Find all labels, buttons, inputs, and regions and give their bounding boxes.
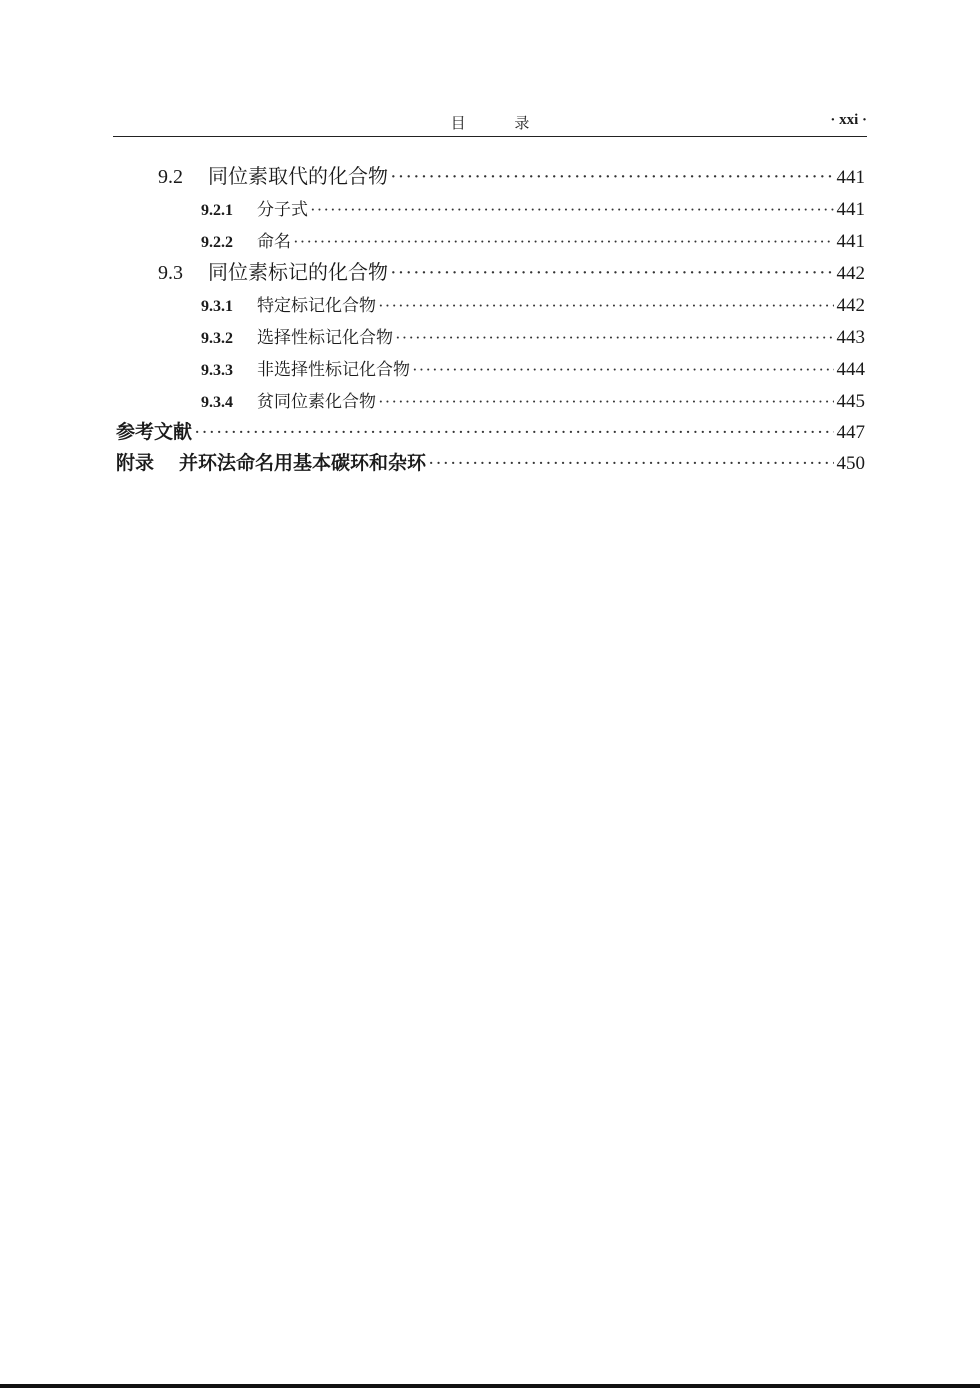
toc-entry-9-3-3[interactable]: [113, 355, 865, 381]
toc-entry-page: 442: [836, 263, 865, 284]
page-number: · xxi ·: [830, 112, 867, 128]
toc-entry-9-3-2[interactable]: [113, 323, 865, 349]
toc-entry-page: 441: [836, 231, 865, 252]
toc-entry-label: 同位素取代的化合物: [208, 164, 388, 188]
running-title: [113, 112, 867, 133]
dot-leader: [378, 296, 834, 316]
toc-entry-label: 参考文献: [116, 421, 193, 443]
dot-leader: [412, 360, 834, 380]
toc-entry-number: 9.3.2: [201, 330, 233, 347]
bottom-border: [0, 1384, 980, 1388]
toc-entry-9-2[interactable]: [113, 160, 865, 189]
toc-entry-label: 非选择性标记化合物: [257, 360, 410, 380]
toc-entry-number: 9.2.1: [201, 202, 233, 219]
toc-entry-page: 441: [836, 167, 865, 188]
toc-entry-number: 9.3.4: [201, 394, 233, 411]
dot-leader: [428, 453, 833, 475]
toc-entry-number: 9.2.2: [201, 234, 233, 251]
toc-entry-label: 同位素标记的化合物: [208, 260, 388, 284]
toc-entry-number: 9.2: [158, 166, 183, 188]
page-header: [113, 106, 867, 137]
toc-entry-number: 附录: [116, 453, 155, 474]
toc-entry-9-3-1[interactable]: [113, 291, 865, 317]
dot-leader: [378, 392, 834, 412]
toc-entry-9-3[interactable]: [113, 256, 865, 285]
toc-entry-number: 9.3: [158, 262, 183, 284]
toc-entry-label: 特定标记化合物: [257, 296, 376, 316]
toc-entry-page: 443: [836, 327, 865, 348]
toc-entry-label: 选择性标记化合物: [257, 328, 393, 348]
toc-entry-references[interactable]: [113, 417, 865, 444]
running-title-char-1: 目: [450, 114, 466, 132]
toc-entry-label: 命名: [257, 232, 291, 252]
toc-entry-page: 447: [836, 422, 865, 443]
toc-entry-9-2-2[interactable]: [113, 227, 865, 253]
toc-entry-page: 441: [836, 199, 865, 220]
toc-entry-label: 并环法命名用基本碳环和杂环: [179, 452, 427, 474]
toc-entry-9-3-4[interactable]: [113, 387, 865, 413]
toc-entry-page: 444: [836, 359, 865, 380]
dot-leader: [390, 166, 834, 189]
toc-entry-9-2-1[interactable]: [113, 195, 865, 221]
dot-leader: [395, 328, 834, 348]
toc-entry-label: 分子式: [257, 200, 308, 220]
toc-entry-number: 9.3.1: [201, 298, 233, 315]
dot-leader: [310, 200, 834, 220]
dot-leader: [194, 422, 833, 444]
toc-entry-page: 442: [836, 295, 865, 316]
toc-entry-page: 445: [836, 391, 865, 412]
toc-entry-label: 贫同位素化合物: [257, 392, 376, 412]
toc-entry-number: 9.3.3: [201, 362, 233, 379]
dot-leader: [293, 232, 834, 252]
dot-leader: [390, 262, 834, 285]
running-title-char-2: 录: [514, 114, 530, 132]
toc-entry-appendix[interactable]: [113, 448, 865, 475]
toc-entry-page: 450: [836, 453, 865, 474]
